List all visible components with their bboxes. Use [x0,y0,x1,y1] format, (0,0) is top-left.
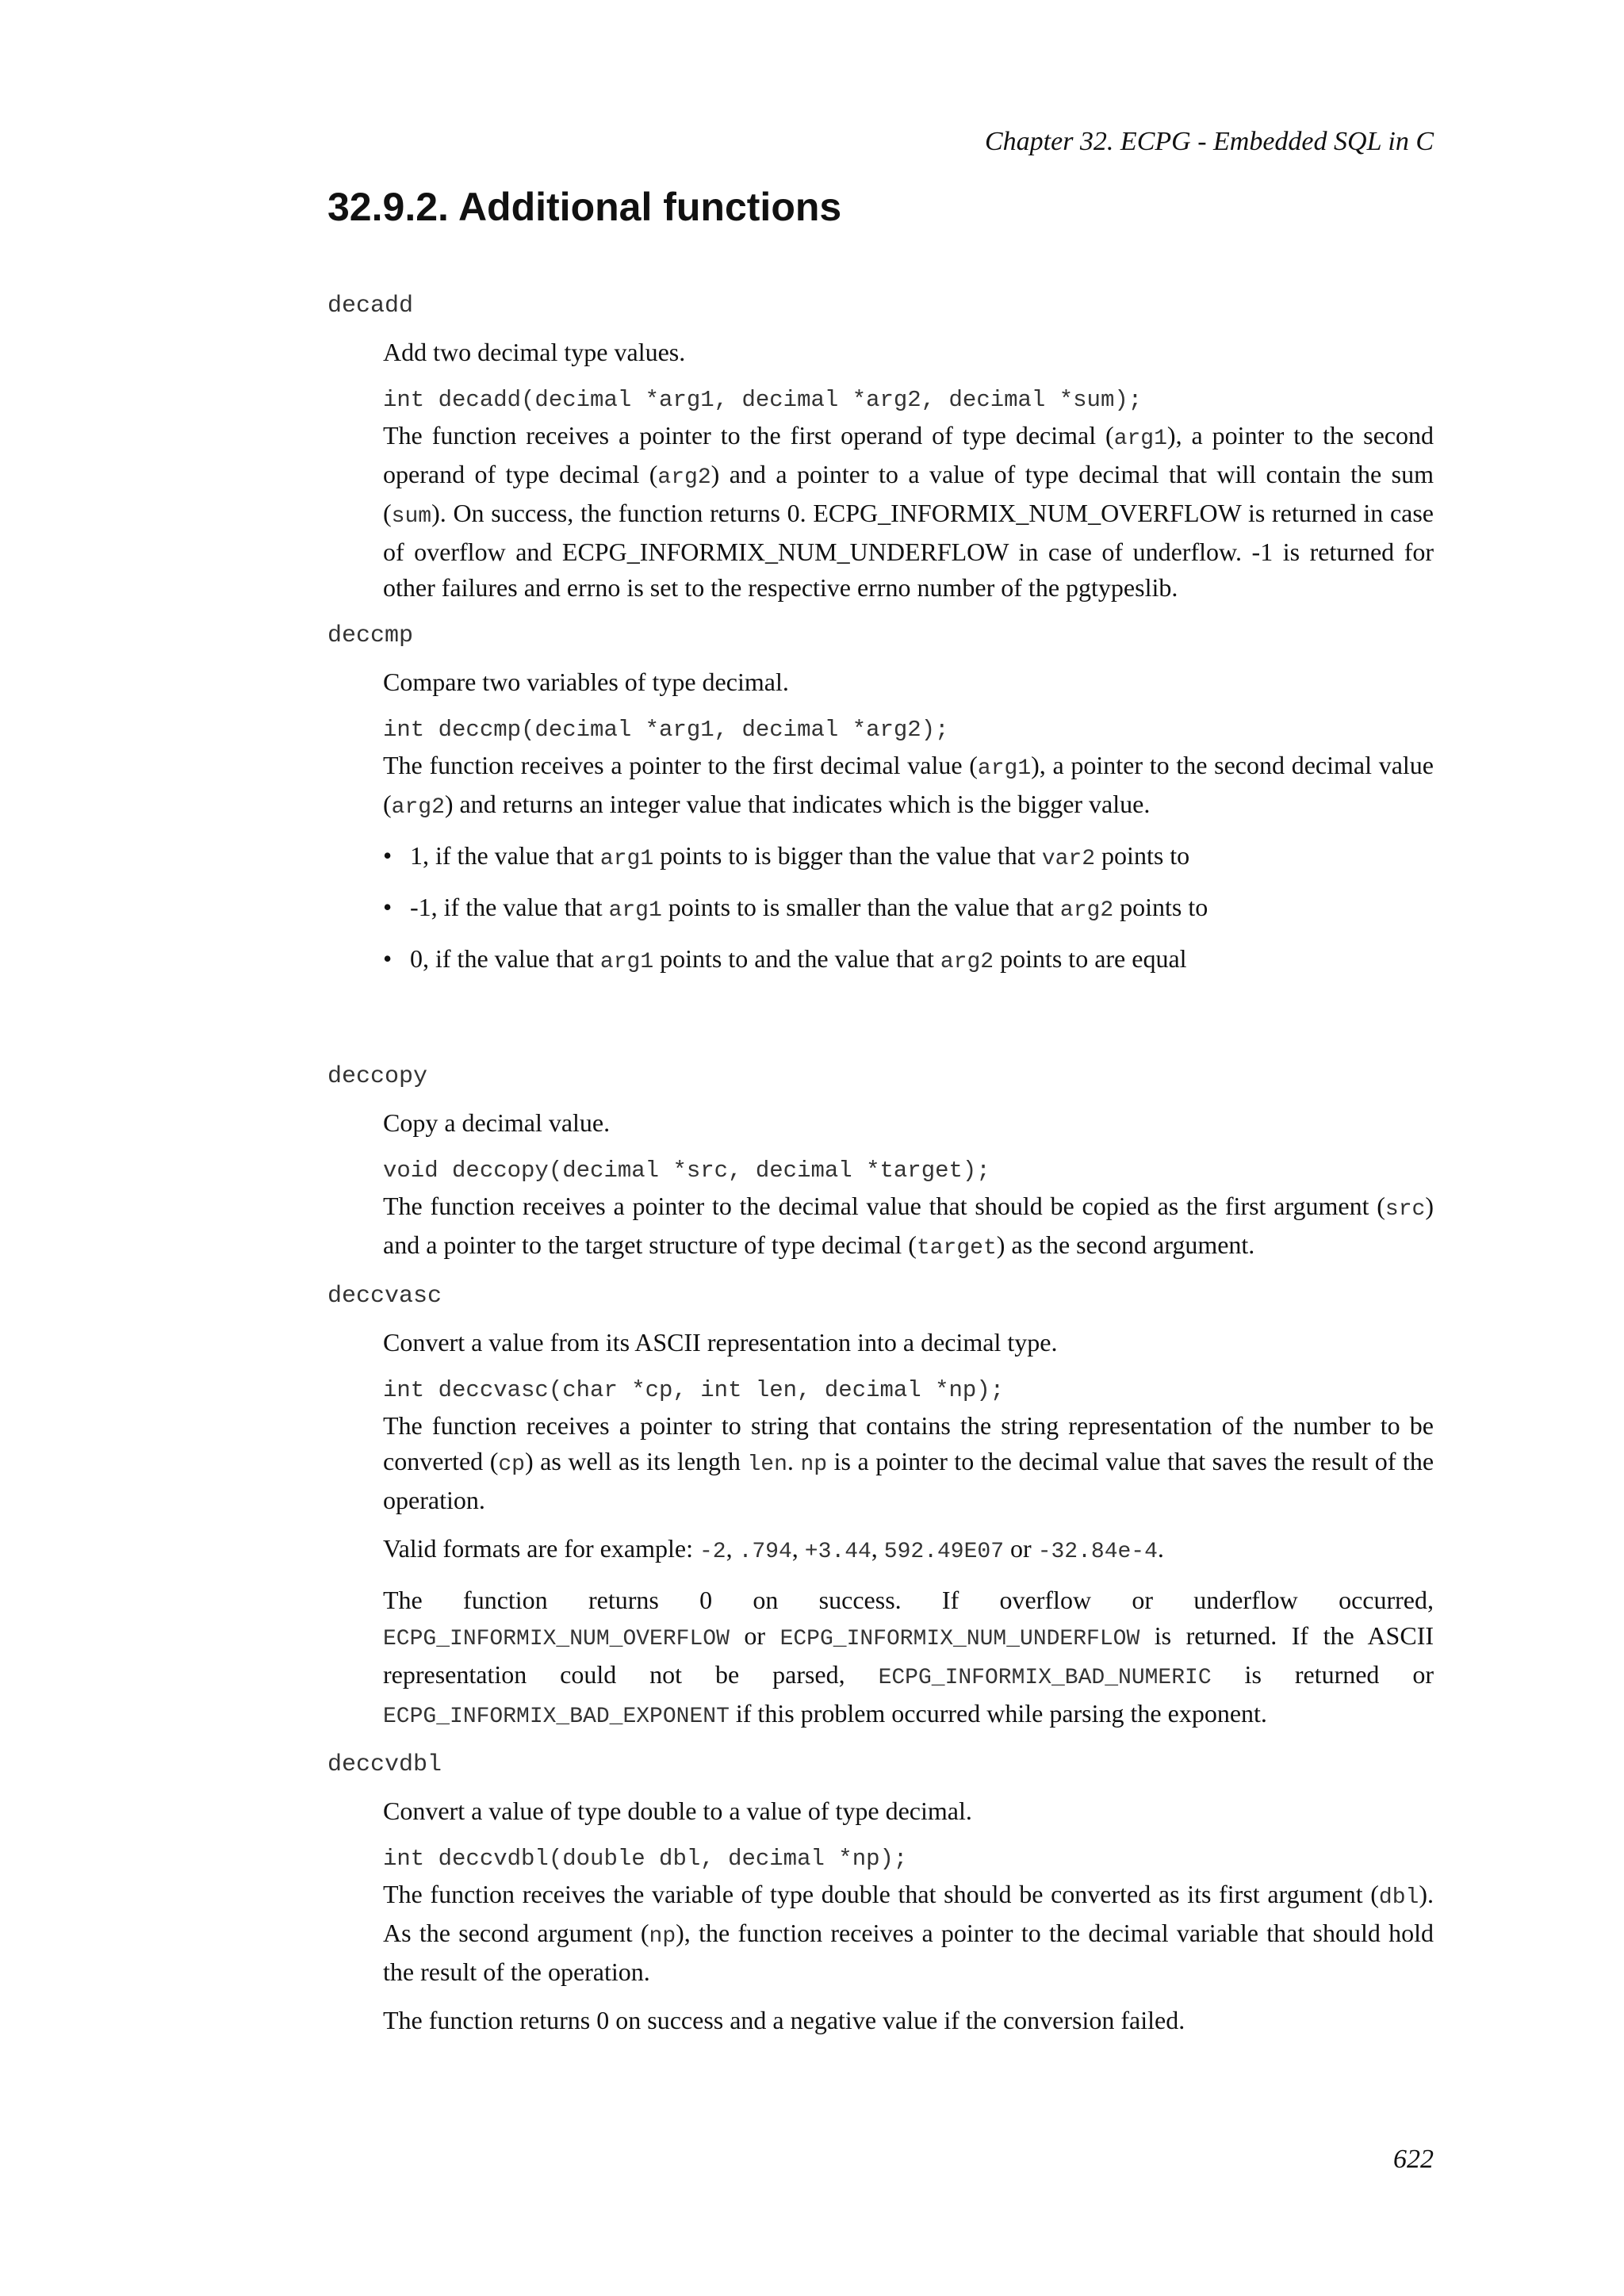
running-header: Chapter 32. ECPG - Embedded SQL in C [984,127,1434,156]
list-item: • 0, if the value that arg1 points to and the value that arg2 points to are equal [383,941,1434,980]
function-summary: Copy a decimal value. [383,1108,611,1137]
term-deccmp: deccmp [327,622,414,649]
function-description: The function receives the variable of type double that should be converted as its first argument (dbl). As the second argument (np), the function receives a pointer to the decimal variable that should hold the result of the operation. [383,1880,1434,1986]
entry-deccopy [327,1059,1434,1266]
function-summary: Add two decimal type values. [383,338,686,366]
entry-body [383,1325,1434,1735]
entry-body [383,1793,1434,2038]
function-signature: int deccvasc(char *cp, int len, decimal *np); [383,1377,1005,1403]
entry-body [383,335,1434,606]
term-deccvdbl: deccvdbl [327,1751,442,1778]
entry-body [383,1105,1434,1266]
function-signature: void deccopy(decimal *src, decimal *target); [383,1158,990,1184]
term-deccvasc: deccvasc [327,1283,442,1310]
section-title: 32.9.2. Additional functions [327,185,842,229]
return-value-list [383,838,1434,980]
function-signature: int deccvdbl(double dbl, decimal *np); [383,1846,908,1872]
valid-formats: Valid formats are for example: -2, .794, +3.44, 592.49E07 or -32.84e-4. [383,1534,1164,1564]
function-description: The function receives a pointer to the first operand of type decimal (arg1), a pointer to the second operand of type decimal (arg2) and a pointer to a value of type decimal that will contain the sum (sum). On success, the function returns 0. ECPG_INFORMIX_NUM_OVERFLOW is returned in case of overflow and ECPG_INFORMIX_NUM_UNDERFLOW in case of underflow. -1 is returned for other failures and errno is set to the respective errno number of the pgtypeslib. [383,421,1434,602]
function-description: The function receives a pointer to string that contains the string representation of the number to be converted (cp) as well as its length len. np is a pointer to the decimal value that saves the result of the operation. [383,1411,1434,1514]
function-list [327,289,1434,2051]
entry-deccvasc [327,1279,1434,1735]
list-item: • -1, if the value that arg1 points to is smaller than the value that arg2 points to [383,890,1434,928]
function-description: The function receives a pointer to the decimal value that should be copied as the first argument (src) and a pointer to the target structure of type decimal (target) as the second argument. [383,1192,1434,1261]
function-summary: Convert a value from its ASCII representation into a decimal type. [383,1328,1058,1357]
function-signature: int decadd(decimal *arg1, decimal *arg2, decimal *sum); [383,387,1143,413]
return-values: The function returns 0 on success. If overflow or underflow occurred, ECPG_INFORMIX_NUM_OVERFLOW or ECPG_INFORMIX_NUM_UNDERFLOW is returned. If the ASCII representation could not be parsed, ECPG_INFORMIX_BAD_NUMERIC is returned or ECPG_INFORMIX_BAD_EXPONENT if this problem occurred while parsing the exponent. [383,1586,1434,1729]
function-signature: int deccmp(decimal *arg1, decimal *arg2); [383,717,949,743]
bullet-icon: • [383,841,393,870]
term-deccopy: deccopy [327,1063,428,1090]
function-description: The function receives a pointer to the first decimal value (arg1), a pointer to the second decimal value (arg2) and returns an integer value that indicates which is the bigger value. [383,751,1434,820]
page-number: 622 [1393,2145,1434,2174]
entry-deccvdbl [327,1747,1434,2038]
entry-body [383,664,1434,1048]
entry-deccmp [327,618,1434,1048]
function-summary: Compare two variables of type decimal. [383,668,789,696]
return-values: The function returns 0 on success and a negative value if the conversion failed. [383,2006,1185,2034]
function-summary: Convert a value of type double to a value of type decimal. [383,1797,972,1825]
entry-decadd [327,289,1434,606]
term-decadd: decadd [327,293,414,320]
bullet-icon: • [383,893,393,921]
bullet-icon: • [383,944,393,973]
list-item: • 1, if the value that arg1 points to is bigger than the value that var2 points to [383,838,1434,877]
